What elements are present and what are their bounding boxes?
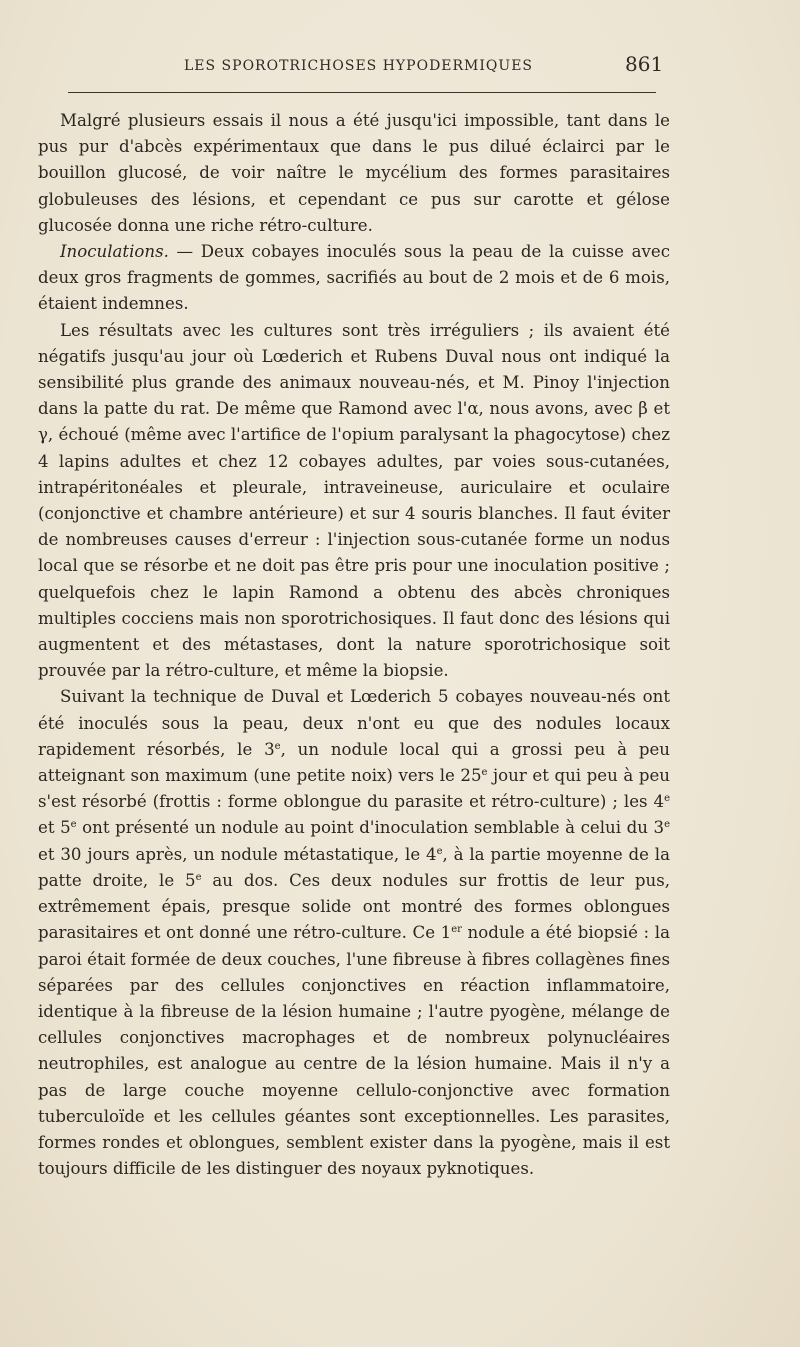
superscript-d: e: [70, 819, 77, 831]
paragraph-4-text-g: , à la partie moyenne de la patte droite, le 5: [38, 844, 671, 890]
header-rule: [68, 92, 656, 93]
superscript-e: e: [664, 819, 670, 831]
paragraph-2-text: — Deux cobayes inoculés sous la peau de la cuisse avec deux gros fragments de gommes, sacrifiés au bout de 2 mois et de 6 mois, étaient indemnes.: [38, 242, 670, 314]
paragraph-4: [38, 684, 670, 1182]
paragraph-4-text-d: et 5: [38, 818, 71, 838]
paragraph-4-text-f: et 30 jours après, un nodule métastatique, le 4: [38, 844, 437, 864]
paragraph-3: Les résultats avec les cultures sont très irréguliers ; ils avaient été négatifs jusqu'au jour où Lœderich et Rubens Duval nous ont indiqué la sensibilité plus grande des animaux nouveau-nés, et M. Pinoy l'injection dans la patte du rat. De même que Ramond avec l'α, nous avons, avec β et γ, échoué (même avec l'artifice de l'opium paralysant la phagocytose) chez 4 lapins adultes et chez 12 cobayes adultes, par voies sous-cutanées, intrapéritonéales et pleurale, intraveineuse, auriculaire et oculaire (conjonctive et chambre antérieure) et sur 4 souris blanches. Il faut éviter de nombreuses causes d'erreur : l'injection sous-cutanée forme un nodus local que se résorbe et ne doit pas être pris pour une inoculation positive ; quelquefois chez le lapin Ramond a obtenu des abcès chroniques multiples cocciens mais non sporotrichosiques. Il faut donc des lésions qui augmentent et des métastases, dont la nature sporotrichosique soit prouvée par la rétro-culture, et même la biopsie.: [38, 320, 670, 681]
superscript-g: e: [195, 871, 202, 883]
paragraph-4-text-a: Suivant la technique de Duval et Lœderich 5 cobayes nouveau-nés ont été inoculés sous la peau, deux n'ont eu que des nodules locaux rapidement résorbés, le 3: [38, 687, 670, 759]
superscript-c: e: [664, 793, 670, 805]
inoculations-heading: Inoculations.: [60, 242, 169, 262]
page-number: 861: [625, 52, 664, 76]
superscript-h: er: [451, 924, 462, 936]
paragraph-4-text-b: , un nodule local qui a grossi peu à peu atteignant son maximum (une petite noix) vers le 25: [38, 739, 670, 786]
paragraph-4-text-i: nodule a été biopsié : la paroi était formée de deux couches, l'une fibreuse à fibres collagènes fines séparées par des cellules conjonctives en réaction inflammatoire, identique à la fibreuse de la lésion humaine ; l'autre pyogène, mélange de cellules conjonctives macrophages et de nombreux polynucléaires neutrophiles, est analogue au centre de la lésion humaine. Mais il n'y a pas de large couche moyenne cellulo-conjonctive avec formation tuberculoïde et les cellules géantes sont exceptionnelles. Les parasites, formes rondes et oblongues, semblent exister dans la pyogène, mais il est toujours difficile de les distinguer des noyaux pyknotiques.: [38, 923, 670, 1179]
paragraph-2: [38, 239, 670, 318]
superscript-a: e: [274, 740, 281, 752]
superscript-b: e: [481, 767, 488, 779]
paragraph-4-text-h: au dos. Ces deux nodules sur frottis de leur pus, extrêmement épais, presque solide ont montré des formes oblongues parasitaires et ont donné une rétro-culture. Ce 1: [38, 870, 671, 943]
superscript-f: e: [436, 845, 443, 857]
paragraph-4-text-e: ont présenté un nodule au point d'inoculation semblable à celui du 3: [76, 818, 665, 838]
paragraph-4-text-c: jour et qui peu à peu s'est résorbé (frottis : forme oblongue du parasite et rétro-culture) ; les 4: [38, 766, 670, 812]
running-head: LES SPOROTRICHOSES HYPODERMIQUES: [184, 58, 534, 74]
body-text: [38, 108, 670, 1182]
paragraph-1: Malgré plusieurs essais il nous a été jusqu'ici impossible, tant dans le pus pur d'abcès expérimentaux que dans le pus dilué éclairci par le bouillon glucosé, de voir naître le mycélium des formes parasitaires globuleuses des lésions, et cependant ce pus sur carotte et gélose glucosée donna une riche rétro-culture.: [38, 111, 670, 235]
